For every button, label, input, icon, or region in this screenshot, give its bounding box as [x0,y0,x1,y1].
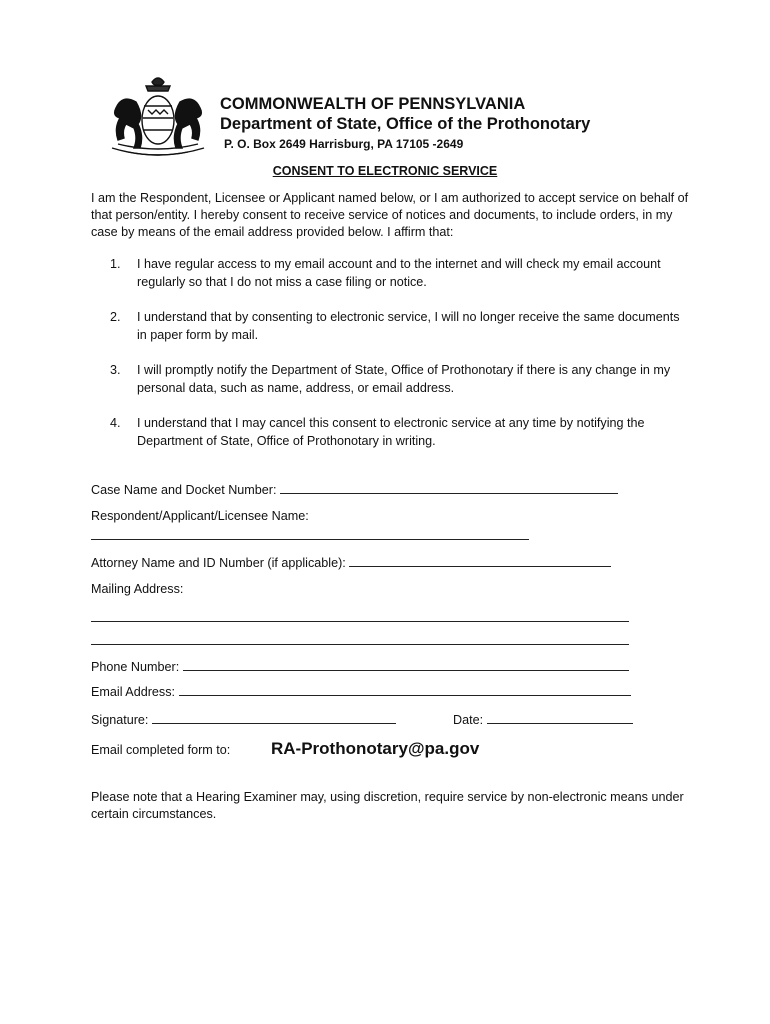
list-item: 2. I understand that by consenting to electronic service, I will no longer receive the same documents in paper form by mail. [110,310,680,342]
phone-field[interactable] [91,657,629,676]
date-label: Date: [453,713,484,727]
letterhead [220,94,590,153]
phone-line[interactable] [183,657,629,671]
case-name-label: Case Name and Docket Number: [91,483,277,497]
attorney-field[interactable] [91,553,611,572]
pennsylvania-seal-logo [98,72,218,162]
affirmation-list [110,256,680,468]
date-line[interactable] [487,710,633,724]
intro-paragraph: I am the Respondent, Licensee or Applicant named below, or I am authorized to accept service on behalf of that person/entity. I hereby consent to receive service of notices and documents, to include orders, in my case by means of the email address provided below. I affirm that: [91,191,689,239]
email-field[interactable] [91,682,631,701]
form-title: CONSENT TO ELECTRONIC SERVICE [272,164,498,178]
phone-label: Phone Number: [91,660,180,674]
list-item: 3. I will promptly notify the Department of State, Office of Prothonotary if there is any change in my personal data, such as name, address, or email address. [110,363,671,395]
mailing-address-heading: P. O. Box 2649 Harrisburg, PA 17105 -2649 [224,137,464,151]
mailing-address-label: Mailing Address: [91,582,184,596]
signature-field[interactable] [91,710,396,729]
attorney-label: Attorney Name and ID Number (if applicable): [91,556,346,570]
commonwealth-heading: COMMONWEALTH OF PENNSYLVANIA [220,95,526,113]
mailing-address-line-2[interactable] [91,644,629,645]
respondent-name-line[interactable] [91,539,529,540]
date-field[interactable] [453,710,633,729]
hearing-note: Please note that a Hearing Examiner may, using discretion, require service by non-electronic means under certain circumstances. [91,790,684,821]
signature-line[interactable] [152,710,396,724]
list-item: 1. I have regular access to my email account and to the internet and will check my email account regularly so that I do not miss a case filing or notice. [110,257,661,289]
submit-instruction-label: Email completed form to: [91,743,231,757]
respondent-name-label: Respondent/Applicant/Licensee Name: [91,509,309,523]
email-label: Email Address: [91,685,175,699]
case-name-line[interactable] [280,480,618,494]
department-heading: Department of State, Office of the Prothonotary [220,115,591,133]
signature-label: Signature: [91,713,149,727]
mailing-address-line-1[interactable] [91,621,629,622]
attorney-line[interactable] [349,553,611,567]
list-item: 4. I understand that I may cancel this consent to electronic service at any time by notifying the Department of State, Office of Prothonotary in writing. [110,416,645,448]
case-name-field[interactable] [91,480,618,499]
submit-email-address[interactable]: RA-Prothonotary@pa.gov [271,739,480,758]
email-line[interactable] [179,682,631,696]
